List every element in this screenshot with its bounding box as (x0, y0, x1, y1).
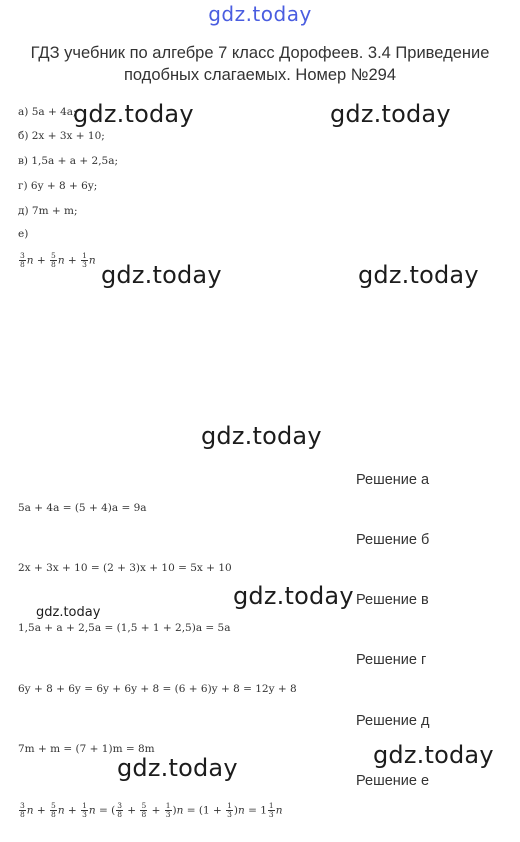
task-b: б) 2x + 3x + 10; (18, 130, 105, 142)
solution-g-heading: Решение г (356, 652, 427, 668)
fraction: $\frac{3}{8}$ (20, 251, 25, 269)
watermark: gdz.today (101, 261, 222, 289)
task-g: г) 6y + 8 + 6y; (18, 180, 98, 192)
task-v: в) 1,5a + a + 2,5a; (18, 155, 119, 167)
solution-v-text: 1,5a + a + 2,5a = (1,5 + 1 + 2,5)a = 5a (18, 622, 231, 634)
watermark-small: gdz.today (36, 605, 101, 620)
watermark: gdz.today (330, 100, 451, 128)
fraction: $\frac{5}{8}$ (51, 801, 56, 819)
solution-a-text: 5a + 4a = (5 + 4)a = 9a (18, 502, 147, 514)
task-a: а) 5a + 4a; (18, 106, 77, 118)
watermark: gdz.today (73, 100, 194, 128)
page-title: ГДЗ учебник по алгебре 7 класс Дорофеев. 3.4 Приведение подобных слагаемых. Номер №294 (30, 44, 490, 84)
fraction: $\frac{1}{3}$ (82, 801, 87, 819)
solution-b-text: 2x + 3x + 10 = (2 + 3)x + 10 = 5x + 10 (18, 562, 232, 574)
fraction: $\frac{3}{8}$ (117, 801, 122, 819)
fraction: $\frac{1}{3}$ (227, 801, 232, 819)
solution-e-text: $\frac{3}{8}$ n + $\frac{5}{8}$ n + $\frac{1}{3}$ n = ( $\frac{3}{8}$ + $\frac{5}{8}$ + $\frac{1}{3}$ )n = (1 + $\frac{1}{3}$ )n = 1 $\frac{1}{3}$ n (20, 801, 283, 819)
site-logo[interactable]: gdz.today (208, 2, 312, 26)
solution-b-heading: Решение б (356, 532, 430, 548)
fraction: $\frac{5}{8}$ (51, 251, 56, 269)
watermark: gdz.today (233, 582, 354, 610)
task-e-expression: $\frac{3}{8}$ n + $\frac{5}{8}$ n + $\frac{1}{3}$ n (20, 251, 96, 269)
fraction: $\frac{5}{8}$ (141, 801, 147, 819)
fraction: $\frac{3}{8}$ (20, 801, 25, 819)
task-e-label: е) (18, 228, 29, 240)
fraction: $\frac{1}{3}$ (82, 251, 87, 269)
solution-d-heading: Решение д (356, 713, 430, 729)
solution-v-heading: Решение в (356, 592, 429, 608)
task-d: д) 7m + m; (18, 205, 78, 217)
fraction: $\frac{1}{3}$ (268, 801, 274, 819)
watermark: gdz.today (201, 422, 322, 450)
solution-a-heading: Решение а (356, 472, 430, 488)
solution-g-text: 6y + 8 + 6y = 6y + 6y + 8 = (6 + 6)y + 8 = 12y + 8 (18, 683, 297, 695)
watermark: gdz.today (117, 754, 238, 782)
fraction: $\frac{1}{3}$ (165, 801, 171, 819)
solution-d-text: 7m + m = (7 + 1)m = 8m (18, 743, 155, 755)
solution-e-heading: Решение е (356, 773, 430, 789)
watermark: gdz.today (373, 741, 494, 769)
watermark: gdz.today (358, 261, 479, 289)
